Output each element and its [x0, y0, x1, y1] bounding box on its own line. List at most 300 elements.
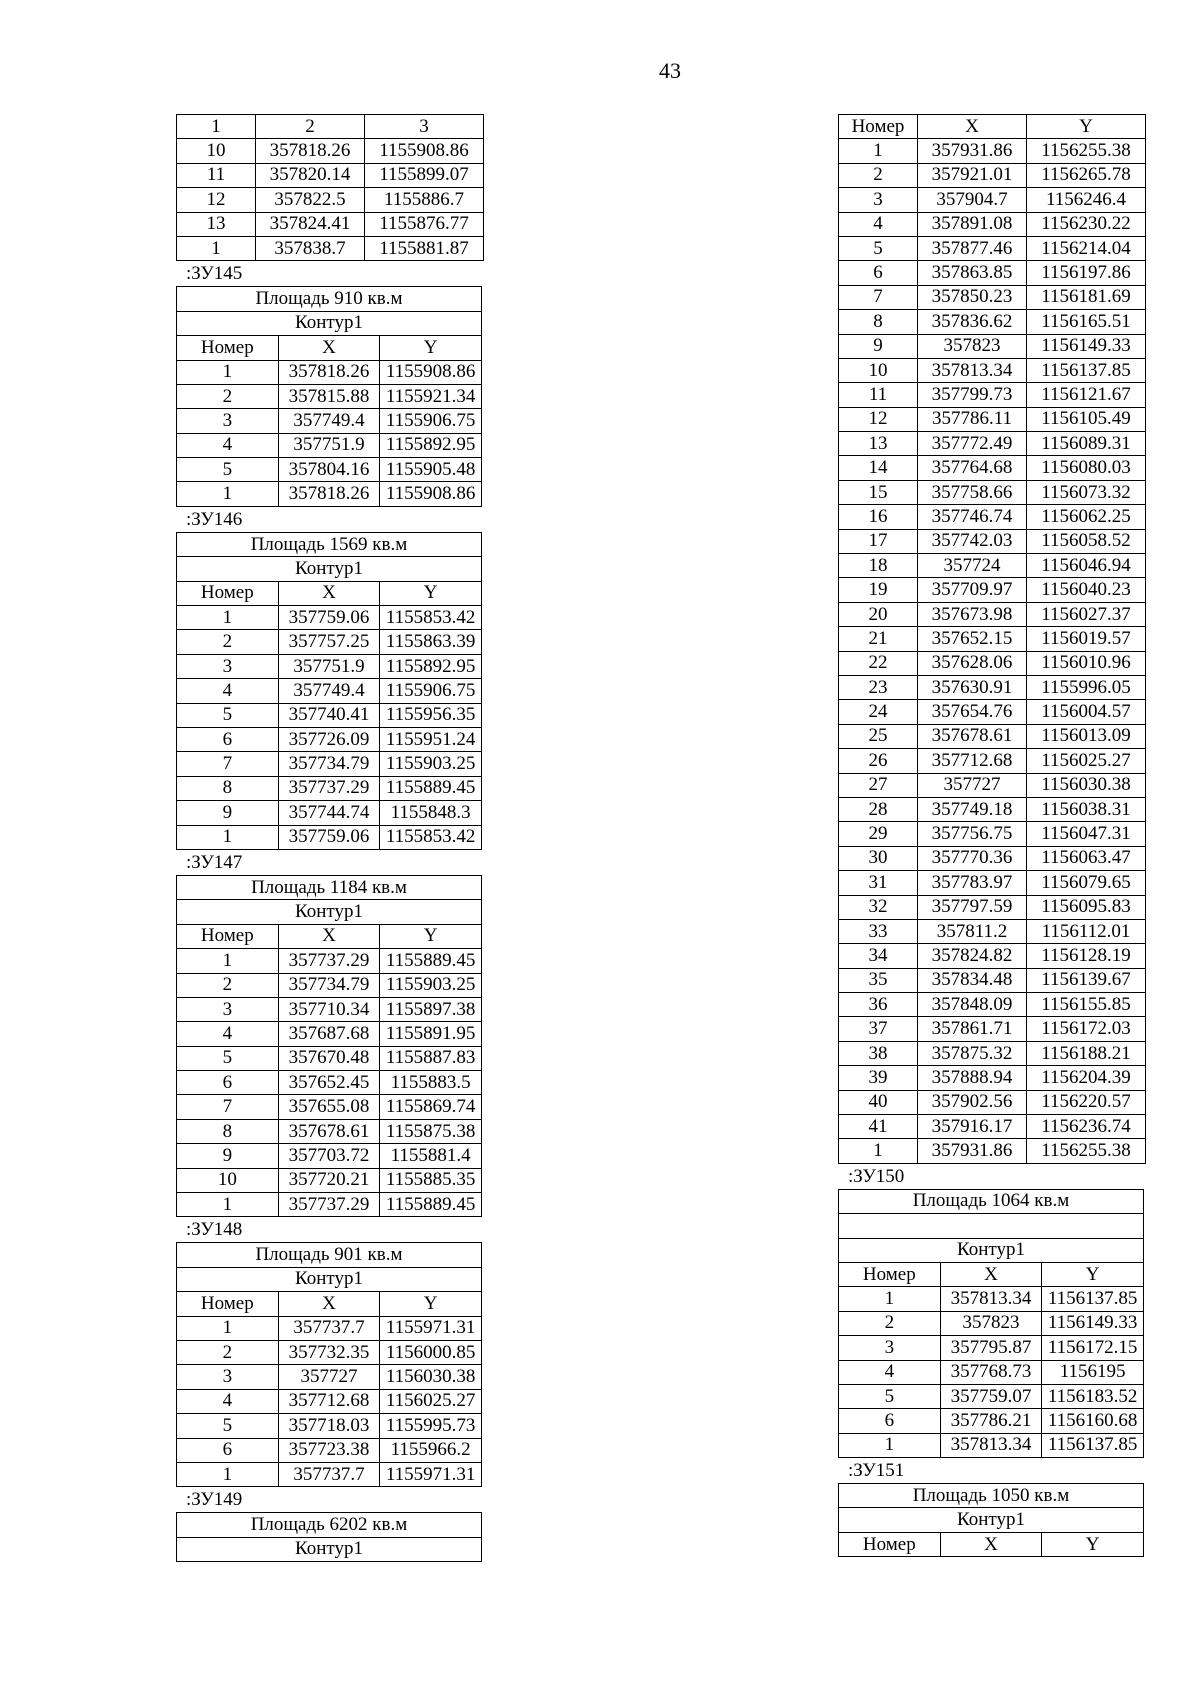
y-coordinate-cell: 1156025.27 — [380, 1389, 482, 1413]
point-number-cell: 24 — [839, 700, 918, 724]
y-coordinate-cell: 1156172.15 — [1042, 1336, 1144, 1360]
table-row — [839, 1017, 1146, 1041]
table-row — [839, 968, 1146, 992]
area-row — [177, 287, 482, 311]
y-coordinate-cell: 1156236.74 — [1027, 1115, 1146, 1139]
x-coordinate-cell: 357734.79 — [278, 973, 380, 997]
column-header: X — [278, 336, 380, 360]
table-row — [839, 554, 1146, 578]
header-row — [177, 336, 482, 360]
y-coordinate-cell: 1155897.38 — [380, 997, 482, 1021]
point-number-cell: 1 — [839, 1287, 941, 1311]
y-coordinate-cell: 1155886.7 — [365, 188, 484, 212]
y-coordinate-cell: 1155889.45 — [380, 776, 482, 800]
point-number-cell: 3 — [177, 409, 279, 433]
y-coordinate-cell: 3 — [365, 115, 484, 139]
table-row — [177, 1144, 482, 1168]
header-row — [177, 581, 482, 605]
point-number-cell: 5 — [839, 1384, 941, 1408]
column-header: Номер — [839, 1262, 941, 1286]
area-row — [839, 1484, 1144, 1508]
coordinates-table — [176, 114, 484, 261]
table-row — [177, 1095, 482, 1119]
point-number-cell: 37 — [839, 1017, 918, 1041]
x-coordinate-cell: 357742.03 — [918, 529, 1027, 553]
x-coordinate-cell: 357655.08 — [278, 1095, 380, 1119]
x-coordinate-cell: 357740.41 — [278, 703, 380, 727]
table-row — [839, 724, 1146, 748]
y-coordinate-cell: 1155899.07 — [365, 163, 484, 187]
y-coordinate-cell: 1156030.38 — [1027, 773, 1146, 797]
y-coordinate-cell: 1156183.52 — [1042, 1384, 1144, 1408]
area-cell: Площадь 1184 кв.м — [177, 875, 482, 899]
contour-row — [839, 1508, 1144, 1532]
point-number-cell: 2 — [177, 973, 279, 997]
table-row — [839, 407, 1146, 431]
y-coordinate-cell: 1156160.68 — [1042, 1409, 1144, 1433]
table-row — [177, 949, 482, 973]
x-coordinate-cell: 357813.34 — [918, 358, 1027, 382]
y-coordinate-cell: 1155906.75 — [380, 679, 482, 703]
x-coordinate-cell: 357768.73 — [940, 1360, 1042, 1384]
x-coordinate-cell: 357759.06 — [278, 606, 380, 630]
point-number-cell: 7 — [839, 285, 918, 309]
table-row — [839, 1115, 1146, 1139]
column-header: X — [278, 581, 380, 605]
point-number-cell: 2 — [177, 1340, 279, 1364]
y-coordinate-cell: 1155883.5 — [380, 1071, 482, 1095]
x-coordinate-cell: 357718.03 — [278, 1414, 380, 1438]
area-row — [839, 1189, 1144, 1213]
x-coordinate-cell: 357804.16 — [278, 458, 380, 482]
x-coordinate-cell: 357732.35 — [278, 1340, 380, 1364]
x-coordinate-cell: 357824.82 — [918, 944, 1027, 968]
table-row — [177, 973, 482, 997]
x-coordinate-cell: 357678.61 — [278, 1119, 380, 1143]
area-row — [177, 1243, 482, 1267]
y-coordinate-cell: 1155889.45 — [380, 1193, 482, 1217]
table-row — [177, 997, 482, 1021]
plot-label: :ЗУ150 — [848, 1165, 905, 1187]
x-coordinate-cell: 357931.86 — [918, 139, 1027, 163]
table-row — [177, 212, 484, 236]
contour-cell: Контур1 — [177, 1267, 482, 1291]
column-header: Y — [380, 336, 482, 360]
y-coordinate-cell: 1156063.47 — [1027, 846, 1146, 870]
y-coordinate-cell: 1156038.31 — [1027, 797, 1146, 821]
column-header: Номер — [177, 336, 279, 360]
table-row — [839, 1336, 1144, 1360]
point-number-cell: 4 — [177, 679, 279, 703]
column-header: Y — [380, 1292, 482, 1316]
table-row — [839, 310, 1146, 334]
table-row — [839, 919, 1146, 943]
point-number-cell: 1 — [839, 139, 918, 163]
coordinates-table — [176, 532, 482, 850]
x-coordinate-cell: 357759.06 — [278, 825, 380, 849]
y-coordinate-cell: 1156246.4 — [1027, 188, 1146, 212]
table-row — [177, 1316, 482, 1340]
y-coordinate-cell: 1155996.05 — [1027, 675, 1146, 699]
y-coordinate-cell: 1156112.01 — [1027, 919, 1146, 943]
x-coordinate-cell: 357931.86 — [918, 1139, 1027, 1163]
contour-cell: Контур1 — [839, 1238, 1144, 1262]
table-row — [839, 944, 1146, 968]
y-coordinate-cell: 1156137.85 — [1042, 1287, 1144, 1311]
point-number-cell: 1 — [177, 482, 279, 506]
contour-row — [177, 900, 482, 924]
table-row — [177, 776, 482, 800]
point-number-cell: 12 — [839, 407, 918, 431]
x-coordinate-cell: 357818.26 — [256, 139, 365, 163]
column-header: X — [278, 924, 380, 948]
table-row — [839, 285, 1146, 309]
table-row — [839, 822, 1146, 846]
point-number-cell: 9 — [839, 334, 918, 358]
table-row — [177, 188, 484, 212]
y-coordinate-cell: 1156079.65 — [1027, 871, 1146, 895]
table-row — [177, 1119, 482, 1143]
x-coordinate-cell: 357822.5 — [256, 188, 365, 212]
x-coordinate-cell: 357916.17 — [918, 1115, 1027, 1139]
x-coordinate-cell: 357737.29 — [278, 949, 380, 973]
point-number-cell: 6 — [177, 1071, 279, 1095]
table-row — [839, 1139, 1146, 1163]
x-coordinate-cell: 357737.29 — [278, 1193, 380, 1217]
table-row — [177, 1168, 482, 1192]
x-coordinate-cell: 357764.68 — [918, 456, 1027, 480]
area-cell: Площадь 910 кв.м — [177, 287, 482, 311]
x-coordinate-cell: 357823 — [940, 1311, 1042, 1335]
column-header: Номер — [839, 115, 918, 139]
point-number-cell: 33 — [839, 919, 918, 943]
y-coordinate-cell: 1155881.4 — [380, 1144, 482, 1168]
y-coordinate-cell: 1155887.83 — [380, 1046, 482, 1070]
point-number-cell: 10 — [839, 358, 918, 382]
point-number-cell: 5 — [177, 703, 279, 727]
column-header: X — [940, 1262, 1042, 1286]
point-number-cell: 17 — [839, 529, 918, 553]
point-number-cell: 10 — [177, 1168, 279, 1192]
x-coordinate-cell: 357678.61 — [918, 724, 1027, 748]
table-row — [839, 651, 1146, 675]
point-number-cell: 8 — [177, 1119, 279, 1143]
y-coordinate-cell: 1156047.31 — [1027, 822, 1146, 846]
y-coordinate-cell: 1156255.38 — [1027, 139, 1146, 163]
table-row — [177, 1193, 482, 1217]
x-coordinate-cell: 357875.32 — [918, 1041, 1027, 1065]
point-number-cell: 28 — [839, 797, 918, 821]
x-coordinate-cell: 357795.87 — [940, 1336, 1042, 1360]
x-coordinate-cell: 357709.97 — [918, 578, 1027, 602]
x-coordinate-cell: 357850.23 — [918, 285, 1027, 309]
point-number-cell: 26 — [839, 749, 918, 773]
point-number-cell: 11 — [177, 163, 256, 187]
point-number-cell: 4 — [839, 1360, 941, 1384]
y-coordinate-cell: 1156188.21 — [1027, 1041, 1146, 1065]
contour-cell: Контур1 — [177, 1537, 482, 1561]
x-coordinate-cell: 357758.66 — [918, 480, 1027, 504]
column-header: Y — [1042, 1262, 1144, 1286]
point-number-cell: 14 — [839, 456, 918, 480]
x-coordinate-cell: 357756.75 — [918, 822, 1027, 846]
area-cell: Площадь 901 кв.м — [177, 1243, 482, 1267]
point-number-cell: 1 — [177, 825, 279, 849]
point-number-cell: 3 — [839, 188, 918, 212]
area-row — [177, 875, 482, 899]
point-number-cell: 23 — [839, 675, 918, 699]
y-coordinate-cell: 1156195 — [1042, 1360, 1144, 1384]
table-row — [177, 752, 482, 776]
table-row — [839, 1041, 1146, 1065]
header-row — [177, 924, 482, 948]
y-coordinate-cell: 1156073.32 — [1027, 480, 1146, 504]
blank-row — [839, 1214, 1144, 1238]
point-number-cell: 2 — [177, 384, 279, 408]
x-coordinate-cell: 357838.7 — [256, 236, 365, 260]
coordinates-table — [176, 286, 482, 507]
column-header: Y — [380, 924, 482, 948]
table-row — [177, 1462, 482, 1486]
point-number-cell: 8 — [839, 310, 918, 334]
table-row — [177, 139, 484, 163]
x-coordinate-cell: 357823 — [918, 334, 1027, 358]
right-column — [838, 114, 1144, 1557]
point-number-cell: 5 — [177, 458, 279, 482]
x-coordinate-cell: 357744.74 — [278, 801, 380, 825]
plot-label: :ЗУ145 — [186, 263, 243, 285]
table-row — [839, 895, 1146, 919]
column-header: Y — [1042, 1532, 1144, 1556]
point-number-cell: 1 — [177, 1193, 279, 1217]
point-number-cell: 6 — [839, 261, 918, 285]
table-row — [177, 1071, 482, 1095]
y-coordinate-cell: 1155848.3 — [380, 801, 482, 825]
point-number-cell: 19 — [839, 578, 918, 602]
column-header: Y — [1027, 115, 1146, 139]
y-coordinate-cell: 1156000.85 — [380, 1340, 482, 1364]
x-coordinate-cell: 357687.68 — [278, 1022, 380, 1046]
point-number-cell: 7 — [177, 1095, 279, 1119]
column-header: Номер — [177, 1292, 279, 1316]
y-coordinate-cell: 1156137.85 — [1027, 358, 1146, 382]
table-row — [839, 432, 1146, 456]
y-coordinate-cell: 1156013.09 — [1027, 724, 1146, 748]
y-coordinate-cell: 1156155.85 — [1027, 993, 1146, 1017]
table-row — [177, 1022, 482, 1046]
table-row — [839, 505, 1146, 529]
y-coordinate-cell: 1156197.86 — [1027, 261, 1146, 285]
point-number-cell: 3 — [177, 1365, 279, 1389]
x-coordinate-cell: 357891.08 — [918, 212, 1027, 236]
point-number-cell: 34 — [839, 944, 918, 968]
point-number-cell: 2 — [839, 1311, 941, 1335]
x-coordinate-cell: 357710.34 — [278, 997, 380, 1021]
x-coordinate-cell: 357786.11 — [918, 407, 1027, 431]
table-row — [839, 261, 1146, 285]
point-number-cell: 1 — [177, 606, 279, 630]
point-number-cell: 6 — [839, 1409, 941, 1433]
table-row — [177, 458, 482, 482]
y-coordinate-cell: 1156220.57 — [1027, 1090, 1146, 1114]
point-number-cell: 1 — [839, 1139, 918, 1163]
point-number-cell: 3 — [177, 654, 279, 678]
point-number-cell: 13 — [839, 432, 918, 456]
table-row — [839, 456, 1146, 480]
x-coordinate-cell: 357820.14 — [256, 163, 365, 187]
table-row — [839, 749, 1146, 773]
y-coordinate-cell: 1155885.35 — [380, 1168, 482, 1192]
x-coordinate-cell: 357818.26 — [278, 360, 380, 384]
x-coordinate-cell: 357848.09 — [918, 993, 1027, 1017]
area-cell: Площадь 1050 кв.м — [839, 1484, 1144, 1508]
point-number-cell: 22 — [839, 651, 918, 675]
x-coordinate-cell: 357836.62 — [918, 310, 1027, 334]
column-header: X — [918, 115, 1027, 139]
point-number-cell: 1 — [177, 1462, 279, 1486]
y-coordinate-cell: 1155951.24 — [380, 727, 482, 751]
area-cell: Площадь 1064 кв.м — [839, 1189, 1144, 1213]
y-coordinate-cell: 1155869.74 — [380, 1095, 482, 1119]
y-coordinate-cell: 1155971.31 — [380, 1316, 482, 1340]
x-coordinate-cell: 357652.45 — [278, 1071, 380, 1095]
y-coordinate-cell: 1156030.38 — [380, 1365, 482, 1389]
y-coordinate-cell: 1155908.86 — [380, 360, 482, 384]
coordinates-table — [838, 1189, 1144, 1458]
x-coordinate-cell: 357813.34 — [940, 1287, 1042, 1311]
y-coordinate-cell: 1156019.57 — [1027, 627, 1146, 651]
y-coordinate-cell: 1155906.75 — [380, 409, 482, 433]
y-coordinate-cell: 1156214.04 — [1027, 236, 1146, 260]
y-coordinate-cell: 1155863.39 — [380, 630, 482, 654]
coordinates-table — [176, 1242, 482, 1487]
contour-cell: Контур1 — [177, 311, 482, 335]
x-coordinate-cell: 357737.29 — [278, 776, 380, 800]
point-number-cell: 1 — [839, 1433, 941, 1457]
table-row — [839, 212, 1146, 236]
y-coordinate-cell: 1156025.27 — [1027, 749, 1146, 773]
table-row — [177, 679, 482, 703]
point-number-cell: 2 — [177, 630, 279, 654]
x-coordinate-cell: 357723.38 — [278, 1438, 380, 1462]
x-coordinate-cell: 357751.9 — [278, 654, 380, 678]
table-row — [839, 627, 1146, 651]
table-row — [177, 409, 482, 433]
x-coordinate-cell: 357712.68 — [278, 1389, 380, 1413]
x-coordinate-cell: 357759.07 — [940, 1384, 1042, 1408]
point-number-cell: 18 — [839, 554, 918, 578]
x-coordinate-cell: 357786.21 — [940, 1409, 1042, 1433]
table-row — [177, 482, 482, 506]
point-number-cell: 9 — [177, 1144, 279, 1168]
x-coordinate-cell: 357749.4 — [278, 409, 380, 433]
y-coordinate-cell: 1156027.37 — [1027, 602, 1146, 626]
point-number-cell: 12 — [177, 188, 256, 212]
y-coordinate-cell: 1156010.96 — [1027, 651, 1146, 675]
coordinates-table — [838, 114, 1146, 1164]
contour-row — [177, 1537, 482, 1561]
table-row — [839, 1360, 1144, 1384]
point-number-cell: 31 — [839, 871, 918, 895]
x-coordinate-cell: 357749.18 — [918, 797, 1027, 821]
table-row — [839, 993, 1146, 1017]
plot-label: :ЗУ148 — [186, 1219, 243, 1241]
x-coordinate-cell: 357772.49 — [918, 432, 1027, 456]
y-coordinate-cell: 1155908.86 — [380, 482, 482, 506]
point-number-cell: 25 — [839, 724, 918, 748]
point-number-cell: 36 — [839, 993, 918, 1017]
column-header: X — [940, 1532, 1042, 1556]
x-coordinate-cell: 357712.68 — [918, 749, 1027, 773]
table-row — [177, 654, 482, 678]
y-coordinate-cell: 1155881.87 — [365, 236, 484, 260]
table-row — [839, 163, 1146, 187]
x-coordinate-cell: 357703.72 — [278, 1144, 380, 1168]
x-coordinate-cell: 357877.46 — [918, 236, 1027, 260]
point-number-cell: 20 — [839, 602, 918, 626]
x-coordinate-cell: 357813.34 — [940, 1433, 1042, 1457]
y-coordinate-cell: 1156105.49 — [1027, 407, 1146, 431]
coordinates-table — [176, 875, 482, 1217]
y-coordinate-cell: 1156040.23 — [1027, 578, 1146, 602]
column-header: X — [278, 1292, 380, 1316]
area-row — [177, 532, 482, 556]
header-row — [839, 115, 1146, 139]
point-number-cell: 29 — [839, 822, 918, 846]
point-number-cell: 1 — [177, 360, 279, 384]
point-number-cell: 1 — [177, 949, 279, 973]
point-number-cell: 6 — [177, 727, 279, 751]
y-coordinate-cell: 1156128.19 — [1027, 944, 1146, 968]
table-row — [839, 871, 1146, 895]
table-row — [177, 433, 482, 457]
x-coordinate-cell: 357654.76 — [918, 700, 1027, 724]
y-coordinate-cell: 1156046.94 — [1027, 554, 1146, 578]
point-number-cell: 4 — [177, 433, 279, 457]
table-row — [839, 1409, 1144, 1433]
x-coordinate-cell: 357824.41 — [256, 212, 365, 236]
plot-label: :ЗУ151 — [848, 1460, 905, 1482]
y-coordinate-cell: 1156062.25 — [1027, 505, 1146, 529]
y-coordinate-cell: 1155908.86 — [365, 139, 484, 163]
x-coordinate-cell: 357797.59 — [918, 895, 1027, 919]
contour-cell: Контур1 — [839, 1508, 1144, 1532]
x-coordinate-cell: 357720.21 — [278, 1168, 380, 1192]
contour-row — [177, 557, 482, 581]
x-coordinate-cell: 357751.9 — [278, 433, 380, 457]
y-coordinate-cell: 1156137.85 — [1042, 1433, 1144, 1457]
x-coordinate-cell: 357726.09 — [278, 727, 380, 751]
table-row — [839, 1311, 1144, 1335]
y-coordinate-cell: 1155889.45 — [380, 949, 482, 973]
x-coordinate-cell: 357757.25 — [278, 630, 380, 654]
point-number-cell: 27 — [839, 773, 918, 797]
y-coordinate-cell: 1156095.83 — [1027, 895, 1146, 919]
y-coordinate-cell: 1155995.73 — [380, 1414, 482, 1438]
point-number-cell: 32 — [839, 895, 918, 919]
x-coordinate-cell: 357861.71 — [918, 1017, 1027, 1041]
column-header: Y — [380, 581, 482, 605]
point-number-cell: 3 — [839, 1336, 941, 1360]
table-row — [839, 773, 1146, 797]
table-row — [839, 846, 1146, 870]
point-number-cell: 35 — [839, 968, 918, 992]
x-coordinate-cell: 357783.97 — [918, 871, 1027, 895]
x-coordinate-cell: 357652.15 — [918, 627, 1027, 651]
column-header: Номер — [177, 581, 279, 605]
x-coordinate-cell: 357749.4 — [278, 679, 380, 703]
x-coordinate-cell: 357724 — [918, 554, 1027, 578]
